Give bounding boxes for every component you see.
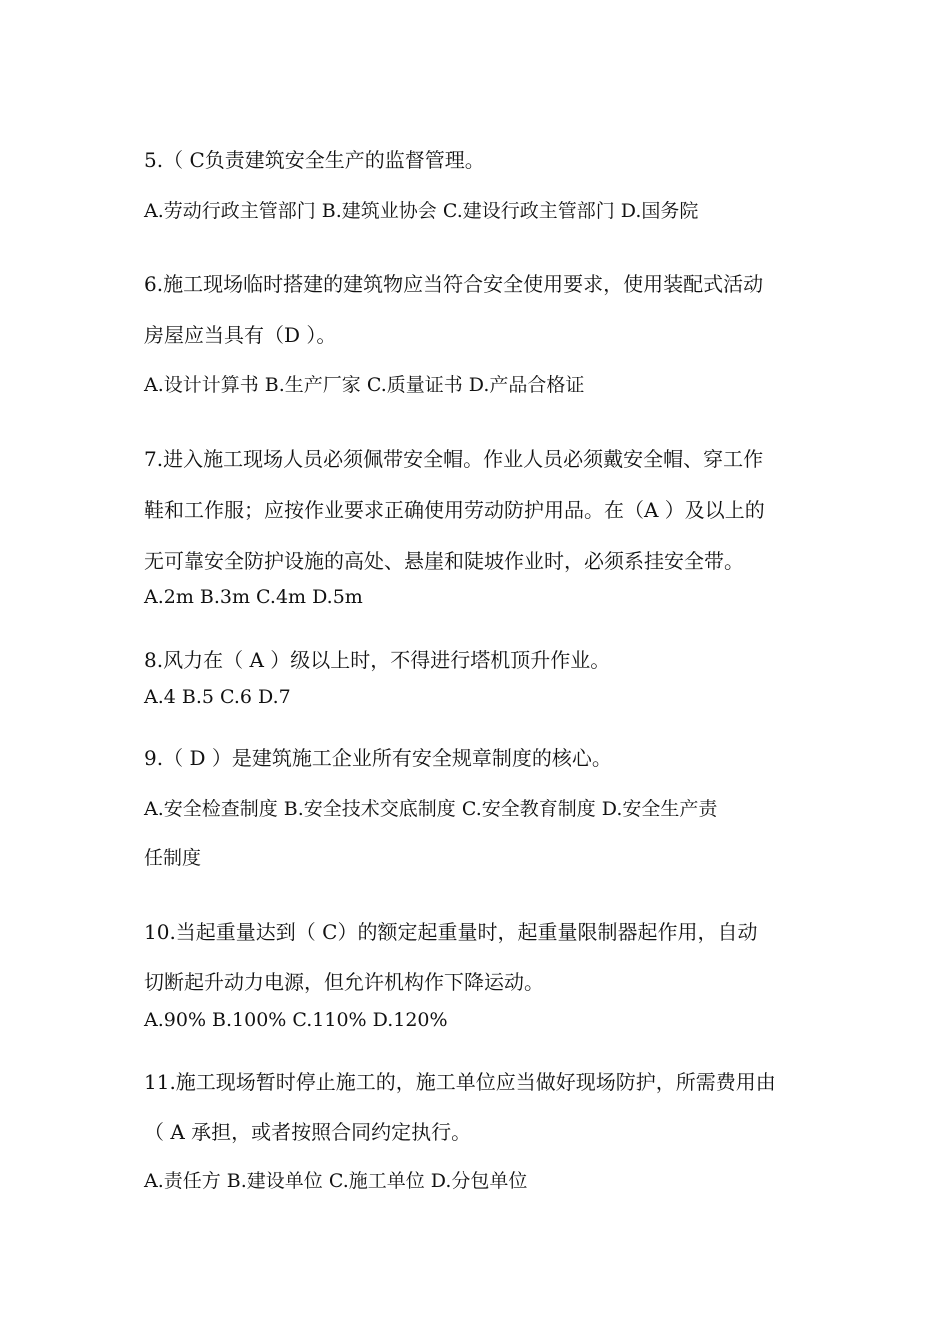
question-10-stem-line-1: 10.当起重量达到（ C）的额定起重量时，起重量限制器起作用，自动 [144, 920, 758, 944]
question-11-stem-line-1: 11.施工现场暂时停止施工的，施工单位应当做好现场防护，所需费用由 [144, 1070, 776, 1094]
question-8-stem: 8.风力在（ A ）级以上时，不得进行塔机顶升作业。 [144, 648, 611, 672]
question-5-stem: 5.（ C负责建筑安全生产的监督管理。 [144, 148, 485, 172]
question-8-options: A.4 B.5 C.6 D.7 [144, 686, 291, 708]
question-7-stem-line-1: 7.进入施工现场人员必须佩带安全帽。作业人员必须戴安全帽、穿工作 [144, 447, 764, 471]
question-6-options: A.设计计算书 B.生产厂家 C.质量证书 D.产品合格证 [144, 374, 585, 396]
question-5-options: A.劳动行政主管部门 B.建筑业协会 C.建设行政主管部门 D.国务院 [144, 200, 699, 222]
question-7-options: A.2m B.3m C.4m D.5m [144, 586, 363, 608]
question-10-stem-line-2: 切断起升动力电源，但允许机构作下降运动。 [144, 970, 544, 994]
question-9-options-line-1: A.安全检查制度 B.安全技术交底制度 C.安全教育制度 D.安全生产责 [144, 798, 718, 820]
question-9-options-line-2: 任制度 [144, 847, 202, 869]
question-11-stem-line-2: （ A 承担，或者按照合同约定执行。 [144, 1120, 472, 1144]
question-7-stem-line-2: 鞋和工作服；应按作业要求正确使用劳动防护用品。在（A ）及以上的 [144, 498, 765, 522]
question-6-stem-line-1: 6.施工现场临时搭建的建筑物应当符合安全使用要求，使用装配式活动 [144, 272, 764, 296]
question-6-stem-line-2: 房屋应当具有（D ）。 [144, 323, 337, 347]
question-11-options: A.责任方 B.建设单位 C.施工单位 D.分包单位 [144, 1170, 528, 1192]
question-7-stem-line-3: 无可靠安全防护设施的高处、悬崖和陡坡作业时，必须系挂安全带。 [144, 549, 744, 573]
question-10-options: A.90% B.100% C.110% D.120% [144, 1009, 448, 1031]
question-9-stem: 9.（ D ）是建筑施工企业所有安全规章制度的核心。 [144, 746, 612, 770]
